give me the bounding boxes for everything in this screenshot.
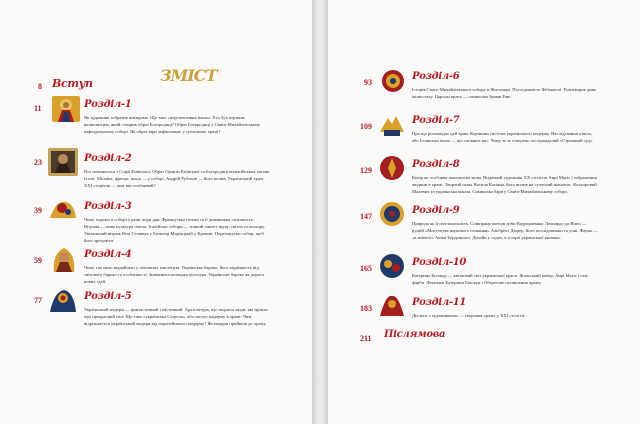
page-number: 147: [360, 212, 372, 221]
chapter-description: Про що розповідає цей храм. Корінням система українського модерну. Наслідування пішла, або Іспанська ікона — що сповнює нас. Чому то ж створено постраждалий «Страшний суд».: [412, 131, 594, 143]
chapter-description: Український модерн — фантастичний і містичний. Архітектура, що творили люди, які мріяли про прекрасний світ. Що таке «українська Сецесія», або заступ модерну в храмі. Чим відрізняється український модерн від європейського модерну? Як модерн прийшов до храму.: [84, 307, 268, 326]
page-number: 129: [360, 166, 372, 175]
icon-painting-thumbnail: [378, 154, 406, 182]
chapter-title: Розділ-11: [412, 297, 467, 308]
left-page: [0, 0, 312, 424]
page-number: 23: [34, 158, 42, 167]
chapter-title: Розділ-5: [84, 291, 132, 302]
page-number: 93: [364, 78, 372, 87]
chapter-title: Розділ-4: [84, 249, 132, 260]
icon-painting-thumbnail: [378, 292, 406, 318]
toc-heading: ЗМІСТ: [160, 66, 217, 85]
chapter-description: Чому так мало віднайшли у світовому мистецтві. Українське бароко, його відмінність від світового бароко та особливості. Знаменита козацька культура. Українське бароко як дорога нових ідей.: [84, 265, 264, 284]
page-number: 109: [360, 122, 372, 131]
icon-painting-thumbnail: [378, 252, 406, 280]
page-number: 8: [38, 82, 42, 91]
icon-painting-thumbnail: [48, 286, 78, 314]
chapter-description: Колір як особлива іконописна мова. Видатний художник ХХ століття Анрі Матіс і зображення людини в храмі. Творчий шлях Василя Касіяна, його вплив на сучасний іконопис. Кольоровий Малевич та українська школа. Символіка барв у Свято-Михайлівському соборі.: [412, 175, 597, 194]
chapter-title: Розділ-7: [412, 115, 460, 126]
chapter-description: Катерина Білокур — квітковий світ української краси. Японський ковер, Анрі Матіс і світ фарби. Феномен Катерини Білокур і Оберегове посвячення храму.: [412, 273, 588, 285]
icon-painting-thumbnail: [50, 244, 78, 274]
chapter-description: Як художник зобразив невидиме. Що таке «перспективна ікона». Хто був першим іконописцем, який створив образ Богородиці? Образ Богородиці у Свято-Михайлівському кафедральному соборі. Як образ віри зафіксовано у сучасному храмі?: [84, 115, 261, 134]
chapter-title: Розділ-10: [412, 257, 467, 268]
chapter-title: Розділ-9: [412, 205, 460, 216]
icon-painting-thumbnail: [48, 148, 78, 176]
page-number: 165: [360, 264, 372, 273]
icon-painting-thumbnail: [52, 96, 80, 122]
chapter-title: Розділ-6: [412, 71, 460, 82]
page-number: 183: [360, 304, 372, 313]
chapter-title: Розділ-3: [84, 201, 132, 212]
right-page: [328, 0, 640, 424]
chapter-title: Післямова: [384, 329, 446, 340]
chapter-title: Розділ-8: [412, 159, 460, 170]
chapter-description: Все починалося з Софії Київської. Образ Оранти Київської та Богородиці візантійських мозаїк Італії. Мозаїка, фреска, ікона — у соборі. Андрій Рубльов — його вплив. Український храм ХХІ сторіччя — чим він особливий?: [84, 169, 270, 188]
page-number: 39: [34, 206, 42, 215]
chapter-title: Розділ-1: [84, 99, 132, 110]
icon-painting-thumbnail: [48, 196, 78, 224]
chapter-description: Чому ходимо в соборі у різні пори дня. Французька готика та її дивовижна оптичність. Вітражі — нова культура світла. Італійські собори — тонкий синтез звуку, світла та кольору. Унікальний вітраж Віта Стошвуа у Базиліці Маріацькій у Кракові. Перетинуємо собор, щоб його зрозуміти.: [84, 217, 266, 243]
chapter-description: Природа як її світлоносність. Співпраця митців доби Відродження: Леонардо да Вінчі — рушій «Мистецтва наукового пізнання» Альбрехт Дюрер, його послідовники та учні. Фауна — «в ковчезі» Анжи Берденного. Дизайн у садах, в історії української книжки.: [412, 221, 598, 240]
book-gutter: [312, 0, 328, 424]
chapter-title: Розділ-2: [84, 153, 132, 164]
page-number: 11: [34, 104, 42, 113]
page-number: 59: [34, 256, 42, 265]
page-number: 77: [34, 296, 42, 305]
chapter-description: Історія Свято-Михайлівського собору в Житомирі. Послідовність Фібоначчі. Рукотворне диво іконостасу. Царські врата — символіка брами Раю.: [412, 87, 597, 99]
icon-painting-thumbnail: [378, 112, 406, 138]
page-number: 211: [360, 334, 372, 343]
chapter-title: Вступ: [52, 77, 93, 90]
icon-painting-thumbnail: [380, 68, 406, 94]
chapter-description: Діалоги з художниками — творення храму у ХХІ столітті.: [412, 313, 526, 318]
icon-painting-thumbnail: [378, 200, 406, 228]
